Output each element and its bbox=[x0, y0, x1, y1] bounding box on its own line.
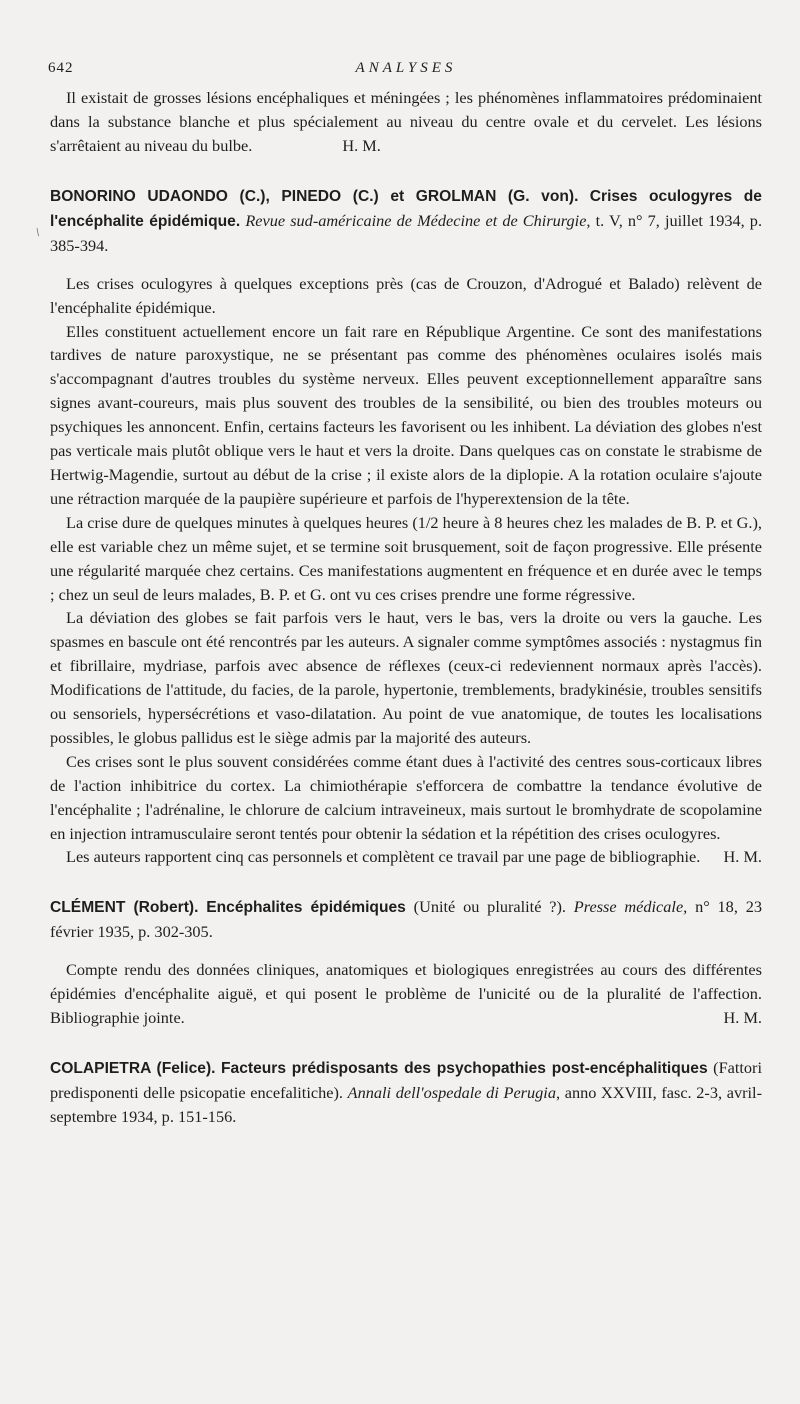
entry1-signature: H. M. bbox=[723, 847, 762, 867]
entry3-authors: COLAPIETRA (Felice). bbox=[50, 1060, 216, 1078]
entry1-paragraph-5: Ces crises sont le plus souvent considérées comme étant dues à l'activité des centres sous-corticaux libres de l'action inhibitrice du cortex. La chimiothérapie s'efforcera de combattre la tendance évolutive de l'encéphalite ; l'adrénaline, le chlorure de calcium intraveineux, mais surtout le bromhydrate de scopolamine en injection intramusculaire seront tentés pour obtenir la sédation et la répétition des crises oculogyres. bbox=[50, 751, 762, 843]
intro-paragraph bbox=[50, 86, 762, 158]
entry1-last-text: Les auteurs rapportent cinq cas personnels et complètent ce travail par une page de bibliographie. bbox=[66, 847, 701, 867]
entry1-journal: Revue sud-américaine de Médecine et de Chirurgie, bbox=[245, 210, 591, 230]
entry2-journal: Presse médicale, bbox=[573, 897, 688, 917]
running-head bbox=[50, 60, 762, 86]
entry1-title: Crises oculogyres de l'encéphalite épidémique. bbox=[50, 187, 762, 230]
entry2-title: Encéphalites épidémiques bbox=[206, 899, 406, 917]
running-title: ANALYSES bbox=[355, 60, 457, 76]
entry2-paragraph bbox=[50, 958, 762, 1030]
entry1-paragraph-4: La déviation des globes se fait parfois vers le haut, vers le bas, vers la droite ou vers la gauche. Les spasmes en bascule ont été rencontrés par les auteurs. A signaler comme symptômes associés : nystagmus fin et fibrillaire, mydriase, parfois avec absence de réflexes (ceux-ci redeviennent normaux après l'accès). Modifications de l'attitude, du facies, de la parole, hypertonie, tremblements, bradykinésie, troubles sensitifs ou sensoriels, hypersécrétions et vaso-dilatation. Au point de vue anatomique, de toutes les localisations possibles, le globus pallidus est le siège admis par la majorité des auteurs. bbox=[50, 608, 762, 747]
entry1-paragraph-2: Elles constituent actuellement encore un fait rare en République Argentine. Ce sont des manifestations tardives de nature paroxystique, ne se présentant pas comme des phénomènes oculaires isolés mais s'accompagnant d'autres troubles du système nerveux. Elles peuvent exceptionnellement apparaître sans signes avant-coureurs, mais plus souvent des troubles de la sensibilité, ou bien des troubles moteurs ou psychiques les annoncent. Enfin, certains facteurs les favorisent ou les inhibent. La déviation des globes n'est pas verticale mais plutôt oblique vers le haut et vers la droite. Dans quelques cas on constate le strabisme de Hertwig-Magendie, surtout au début de la crise ; il existe alors de la diplopie. A la rotation oculaire s'ajoute une rétraction marquée de la paupière supérieure et parfois de l'hyperextension de la tête. bbox=[50, 321, 762, 508]
entry1-paragraph-1: Les crises oculogyres à quelques exceptions près (cas de Crouzon, d'Adrogué et Balado) relèvent de l'encéphalite épidémique. bbox=[50, 273, 762, 317]
margin-mark: / bbox=[32, 224, 43, 239]
entry1-authors: BONORINO UDAONDO (C.), PINEDO (C.) et GROLMAN (G. von). bbox=[50, 187, 579, 205]
intro-text: Il existait de grosses lésions encéphaliques et méningées ; les phénomènes inflammatoires prédominaient dans la substance blanche et plus spécialement au niveau du centre ovale et du cervelet. Les lésions s'arrêtaient au niveau du bulbe. bbox=[50, 88, 762, 155]
entry1-ref: t. V, n° 7, juillet 1934, p. 385-394. bbox=[50, 210, 763, 255]
entry2-authors: CLÉMENT (Robert). bbox=[50, 899, 199, 917]
page bbox=[32, 60, 763, 1129]
entry3-translation: (Fattori predisponenti delle psicopatie encefalitiche). bbox=[50, 1058, 763, 1103]
entry2-ref: n° 18, 23 février 1935, p. 302-305. bbox=[50, 897, 762, 942]
entry2-signature: H. M. bbox=[723, 1008, 762, 1028]
entry3-title: Facteurs prédisposants des psychopathies post-encéphalitiques bbox=[221, 1060, 708, 1078]
entry1-paragraph-6 bbox=[50, 845, 762, 869]
intro-signature: H. M. bbox=[342, 135, 381, 155]
entry1-paragraph-3: La crise dure de quelques minutes à quelques heures (1/2 heure à 8 heures chez les malades de B. P. et G.), elle est variable chez un même sujet, et se termine soit brusquement, soit de façon progressive. Elle présente une régularité marquée chez certains. Ces manifestations augmentent en fréquence et en durée avec le temps ; chez un seul de leurs malades, B. P. et G. ont vu ces crises prendre une forme régressive. bbox=[50, 512, 762, 604]
entry3-journal: Annali dell'ospedale di Perugia, bbox=[347, 1083, 561, 1103]
abstract-entry-2 bbox=[50, 895, 762, 944]
entry2-text: Compte rendu des données cliniques, anatomiques et biologiques enregistrées au cours des différentes épidémies d'encéphalite aiguë, et qui posent le problème de l'unicité ou de la pluralité de l'affection. Bibliographie jointe. bbox=[50, 960, 762, 1028]
abstract-entry-1 bbox=[32, 184, 763, 258]
page-number: 642 bbox=[48, 60, 74, 76]
entry3-ref: anno XXVIII, fasc. 2-3, avril-septembre 1934, p. 151-156. bbox=[50, 1083, 763, 1127]
entry2-subtitle: (Unité ou pluralité ?). bbox=[413, 897, 566, 917]
abstract-entry-3 bbox=[50, 1056, 762, 1129]
